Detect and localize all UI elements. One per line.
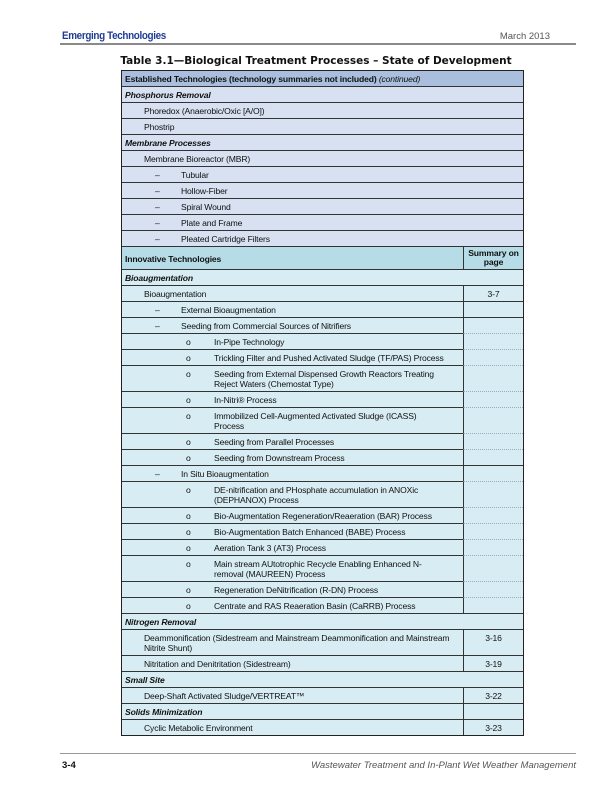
category-row: [122, 269, 523, 285]
category-label: Phosphorus Removal: [125, 90, 211, 100]
table-row: [122, 687, 523, 703]
technology-name: DE-nitrification and PHosphate accumulation in ANOXic (DEPHANOX) Process: [214, 485, 419, 505]
technology-name: Deep-Shaft Activated Sludge/VERTREAT™: [144, 691, 305, 701]
circle-bullet-icon: o: [186, 395, 191, 405]
summary-page-cell: [463, 407, 523, 433]
page-number: 3-4: [62, 760, 76, 771]
table-row: [122, 581, 523, 597]
technology-name: Phoredox (Anaerobic/Oxic [A/O]): [144, 106, 265, 116]
summary-page-cell: [463, 581, 523, 597]
technology-name: Hollow-Fiber: [181, 186, 228, 196]
category-label: Nitrogen Removal: [125, 617, 197, 627]
circle-bullet-icon: o: [186, 337, 191, 347]
circle-bullet-icon: o: [186, 453, 191, 463]
technology-name: Nitritation and Denitritation (Sidestream): [144, 659, 291, 669]
summary-page-cell: 3-22: [463, 688, 523, 703]
circle-bullet-icon: o: [186, 559, 191, 569]
summary-page-cell: [463, 449, 523, 465]
technology-name: Plate and Frame: [181, 218, 243, 228]
summary-page-cell: [463, 349, 523, 365]
technology-name: Seeding from Downstream Process: [214, 453, 345, 463]
table-row: [122, 301, 523, 317]
summary-page-cell: 3-19: [463, 656, 523, 671]
table-row: [122, 285, 523, 301]
summary-page-cell: [463, 523, 523, 539]
category-label: Small Site: [125, 675, 165, 685]
dash-bullet-icon: –: [155, 234, 160, 244]
technology-name: Centrate and RAS Reaeration Basin (CaRRB) Process: [214, 601, 416, 611]
summary-page-cell: [463, 507, 523, 523]
circle-bullet-icon: o: [186, 353, 191, 363]
category-row: [122, 703, 523, 719]
table-row: [122, 719, 523, 735]
dash-bullet-icon: –: [155, 305, 160, 315]
footer-title: Wastewater Treatment and In-Plant Wet Weather Management: [311, 760, 576, 771]
table-row: [122, 449, 523, 465]
category-row: [122, 613, 523, 629]
summary-page-cell: [463, 539, 523, 555]
technology-name: Regeneration DeNitrification (R-DN) Process: [214, 585, 379, 595]
summary-page-cell: [463, 302, 523, 317]
innovative-header-row: [122, 246, 523, 269]
table-row: [122, 629, 523, 655]
table-row: [122, 597, 523, 613]
table-row: [122, 539, 523, 555]
summary-page-cell: 3-16: [463, 630, 523, 655]
table-row: [122, 391, 523, 407]
summary-page-cell: [463, 481, 523, 507]
category-row: [122, 671, 523, 687]
technology-name: Pleated Cartridge Filters: [181, 234, 270, 244]
circle-bullet-icon: o: [186, 411, 191, 421]
technology-name: Spiral Wound: [181, 202, 231, 212]
summary-page-cell: [463, 365, 523, 391]
table-row: [122, 102, 523, 118]
circle-bullet-icon: o: [186, 369, 191, 379]
dash-bullet-icon: –: [155, 321, 160, 331]
dash-bullet-icon: –: [155, 202, 160, 212]
table-row: [122, 655, 523, 671]
technology-name: Trickling Filter and Pushed Activated Sludge (TF/PAS) Process: [214, 353, 444, 363]
table-row: [122, 349, 523, 365]
dash-bullet-icon: –: [155, 170, 160, 180]
technology-name: External Bioaugmentation: [181, 305, 276, 315]
summary-page-cell: [463, 333, 523, 349]
technology-name: Cyclic Metabolic Environment: [144, 723, 253, 733]
table-row: [122, 433, 523, 449]
continued-note: (continued): [378, 74, 421, 84]
established-heading: Established Technologies (technology summaries not included): [125, 74, 377, 84]
table-row: [122, 523, 523, 539]
table-row: [122, 118, 523, 134]
summary-page-cell: [463, 466, 523, 481]
technology-name: Immobilized Cell-Augmented Activated Sludge (ICASS) Process: [214, 411, 417, 431]
technology-name: In Situ Bioaugmentation: [181, 469, 269, 479]
technology-table: [121, 70, 524, 736]
table-row: [122, 166, 523, 182]
category-label: Bioaugmentation: [125, 273, 193, 283]
category-label: Solids Minimization: [125, 707, 203, 717]
table-row: [122, 214, 523, 230]
table-row: [122, 407, 523, 433]
summary-page-cell: [463, 555, 523, 581]
technology-name: Aeration Tank 3 (AT3) Process: [214, 543, 326, 553]
category-label: Membrane Processes: [125, 138, 211, 148]
technology-name: Deammonification (Sidestream and Mainstream Deammonification and Mainstream Nitrite Shunt): [144, 633, 450, 653]
running-header-title: Emerging Technologies: [62, 30, 166, 42]
technology-name: Seeding from Commercial Sources of Nitrifiers: [181, 321, 351, 331]
circle-bullet-icon: o: [186, 601, 191, 611]
category-row: [122, 86, 523, 102]
dash-bullet-icon: –: [155, 469, 160, 479]
technology-name: Bio-Augmentation Regeneration/Reaeration (BAR) Process: [214, 511, 432, 521]
table-title: Table 3.1—Biological Treatment Processes – State of Development: [120, 55, 512, 67]
dash-bullet-icon: –: [155, 186, 160, 196]
circle-bullet-icon: o: [186, 511, 191, 521]
circle-bullet-icon: o: [186, 485, 191, 495]
table-row: [122, 465, 523, 481]
table-row: [122, 333, 523, 349]
technology-name: Seeding from External Dispensed Growth Reactors Treating Reject Waters (Chemostat Type): [214, 369, 434, 389]
circle-bullet-icon: o: [186, 585, 191, 595]
technology-name: Tubular: [181, 170, 209, 180]
innovative-heading: Innovative Technologies: [125, 253, 222, 264]
circle-bullet-icon: o: [186, 527, 191, 537]
summary-page-cell: [463, 597, 523, 613]
circle-bullet-icon: o: [186, 543, 191, 553]
summary-page-cell: [463, 433, 523, 449]
technology-name: In-Nitri® Process: [214, 395, 277, 405]
table-row: [122, 182, 523, 198]
table-row: [122, 317, 523, 333]
technology-name: Phostrip: [144, 122, 175, 132]
summary-page-heading: Summary on page: [463, 247, 523, 269]
table-row: [122, 230, 523, 246]
table-row: [122, 507, 523, 523]
table-row: [122, 555, 523, 581]
summary-page-cell: 3-23: [463, 720, 523, 735]
table-row: [122, 365, 523, 391]
header-rule: [60, 43, 576, 45]
table-row: [122, 481, 523, 507]
technology-name: Main stream AUtotrophic Recycle Enabling Enhanced N-removal (MAUREEN) Process: [214, 559, 422, 579]
table-row: [122, 198, 523, 214]
summary-page-cell: 3-7: [463, 286, 523, 301]
summary-page-cell: [463, 318, 523, 333]
dash-bullet-icon: –: [155, 218, 160, 228]
technology-name: Membrane Bioreactor (MBR): [144, 154, 251, 164]
footer-rule: [60, 753, 576, 754]
circle-bullet-icon: o: [186, 437, 191, 447]
running-header-date: March 2013: [499, 31, 550, 42]
established-header-row: [122, 71, 523, 86]
technology-name: Bioaugmentation: [144, 289, 207, 299]
summary-page-cell: [463, 391, 523, 407]
technology-name: Bio-Augmentation Batch Enhanced (BABE) Process: [214, 527, 406, 537]
table-row: [122, 150, 523, 166]
category-row: [122, 134, 523, 150]
technology-name: In-Pipe Technology: [214, 337, 285, 347]
technology-name: Seeding from Parallel Processes: [214, 437, 335, 447]
summary-page-cell: [463, 704, 523, 719]
